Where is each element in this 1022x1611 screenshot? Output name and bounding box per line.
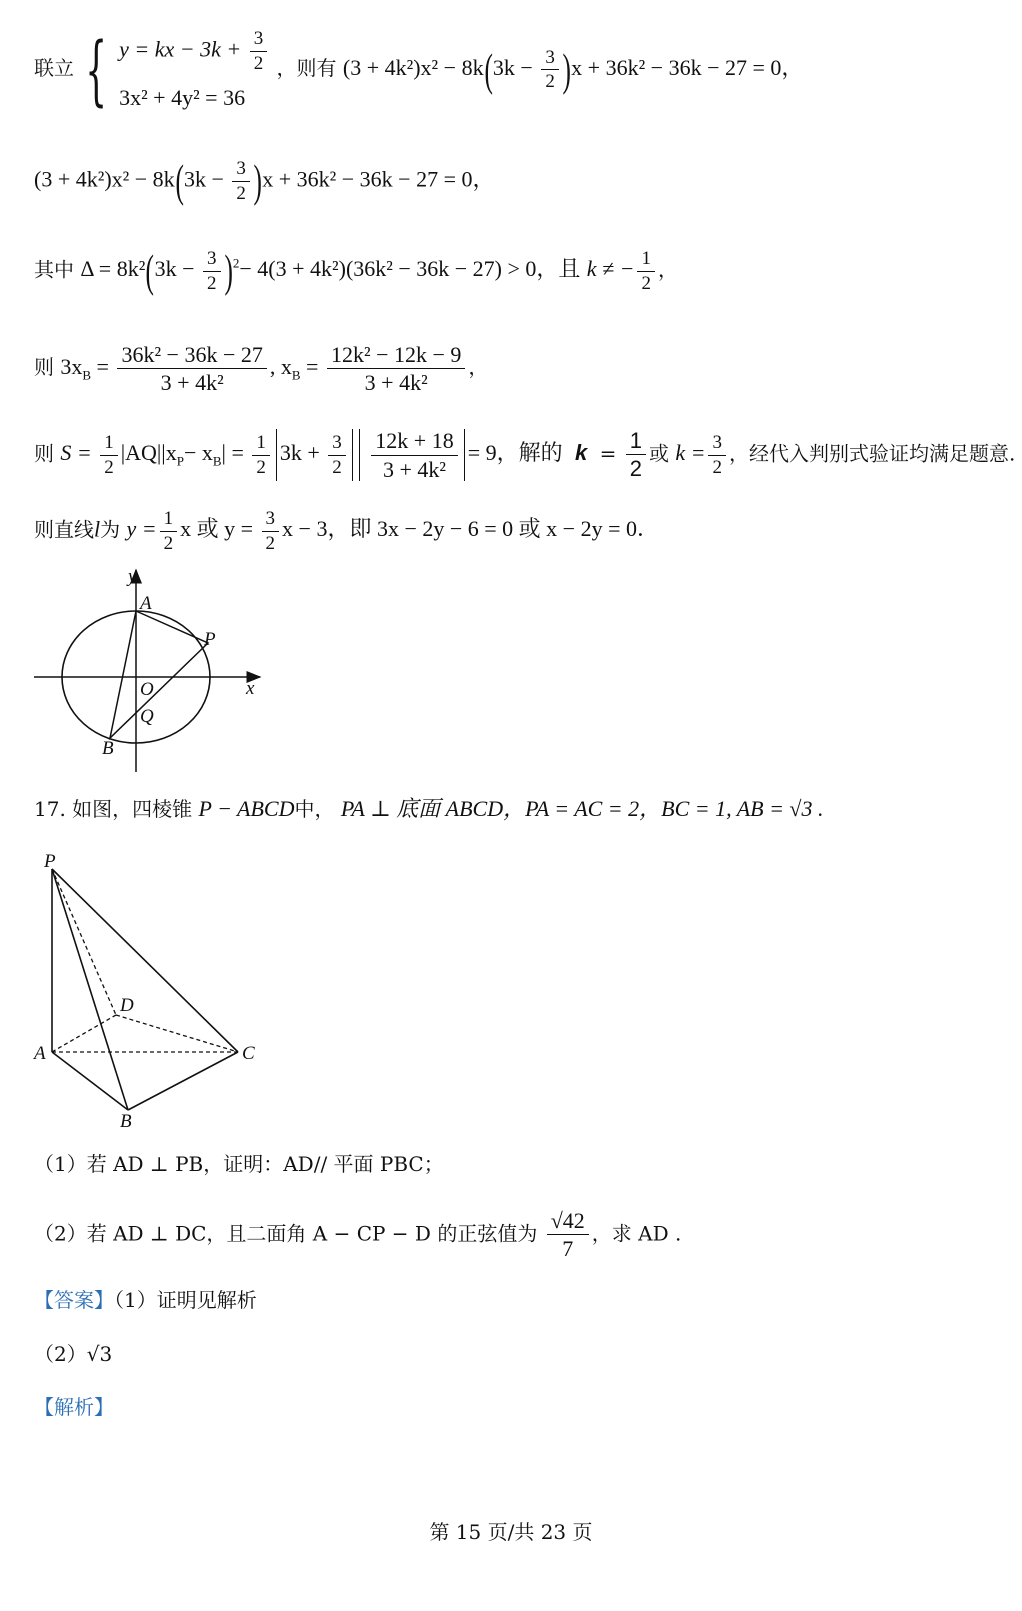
label-q: Q [140,706,154,727]
label-a2: A [34,1043,46,1064]
label-p2: P [44,851,56,872]
page-footer: 第 15 页/共 23 页 [429,1520,593,1544]
part-1: （1）若 AD ⊥ PB，证明：AD// 平面 PBC； [34,1152,444,1176]
analysis-tag: 【解析】 [34,1395,114,1419]
text-zeyou: ，则有 [276,56,337,81]
expanded-equation: (3 + 4k²)x² − 8k(3k − $\frac{3}{2}$ )x + 36k² − 36k − 27 = 0， [342,43,804,95]
label-o: O [140,679,154,700]
text-lianli: 联立 [34,56,74,81]
answer-line: 【答案】（1）证明见解析 [34,1288,257,1312]
system-eq-1: y = kx − 3k + $\frac{3}{2}$ [119,28,270,75]
area-line: 则 S = $\frac{1}{2}$ $|AQ||x_P- x_B|$ = $\frac{1}{2}$ 3k + $\frac{3}{2}$ $\frac{12k + 18}{\text{3 + 4k²}}$ = 9，解的 k = $\frac{1}{2}$ 或 k = $\frac{3}{2}$ ，经代入判别式验证均满足题意. [34,428,1016,482]
label-y: y [128,566,137,587]
equation-line-2: (3 + 4k²)x² − 8k(3k − $\frac{3}{2}$ )x + 36k² − 36k − 27 = 0， [34,155,495,207]
label-c: C [242,1043,255,1064]
xb-line: 则 $3x_B$ = $\frac{\text{36k² − 36k − 27}}{\text{3 + 4k²}}$ , $x_B$ = $\frac{\text{12k² − 12k − 9}}{\text{3 + 4k²}}$ ， [34,342,489,396]
ellipse-figure [30,560,270,780]
label-p: P [204,629,216,650]
label-x: x [246,678,255,699]
label-d: D [120,995,134,1016]
label-a: A [140,593,152,614]
system-eq-2: 3x² + 4y² = 36 [119,84,246,110]
part-2: （2）若 AD ⊥ DC，且二面角 A − CP − D 的正弦值为 $\frac{√42}{7}$ ，求 AD . [34,1208,682,1262]
equation-line-1 [34,24,804,114]
equation-system [119,28,270,111]
problem-17-statement: 17. 如图，四棱锥 P − ABCD中， PA ⊥ 底面 ABCD，PA = AC = 2，BC = 1, AB = √3 . [34,796,824,821]
answer-tag: 【答案】 [34,1288,114,1312]
label-b: B [102,738,114,759]
pyramid-figure [30,845,270,1135]
system-brace: { [85,24,108,114]
discriminant-line: 其中 Δ = 8k²(3k − $\frac{3}{2}$ )$^2$− 4(3 + 4k²)(36k² − 36k − 27) > 0，且 k ≠ − $\frac{1}{2}$ ， [34,245,678,297]
answer-2: （2）√3 [34,1342,113,1366]
label-b2: B [120,1111,132,1132]
line-equation-result: 则直线l为 y = $\frac{1}{2}$ x 或 y = $\frac{3}{2}$ x − 3，即 3x − 2y − 6 = 0 或 x − 2y = 0． [34,508,659,554]
